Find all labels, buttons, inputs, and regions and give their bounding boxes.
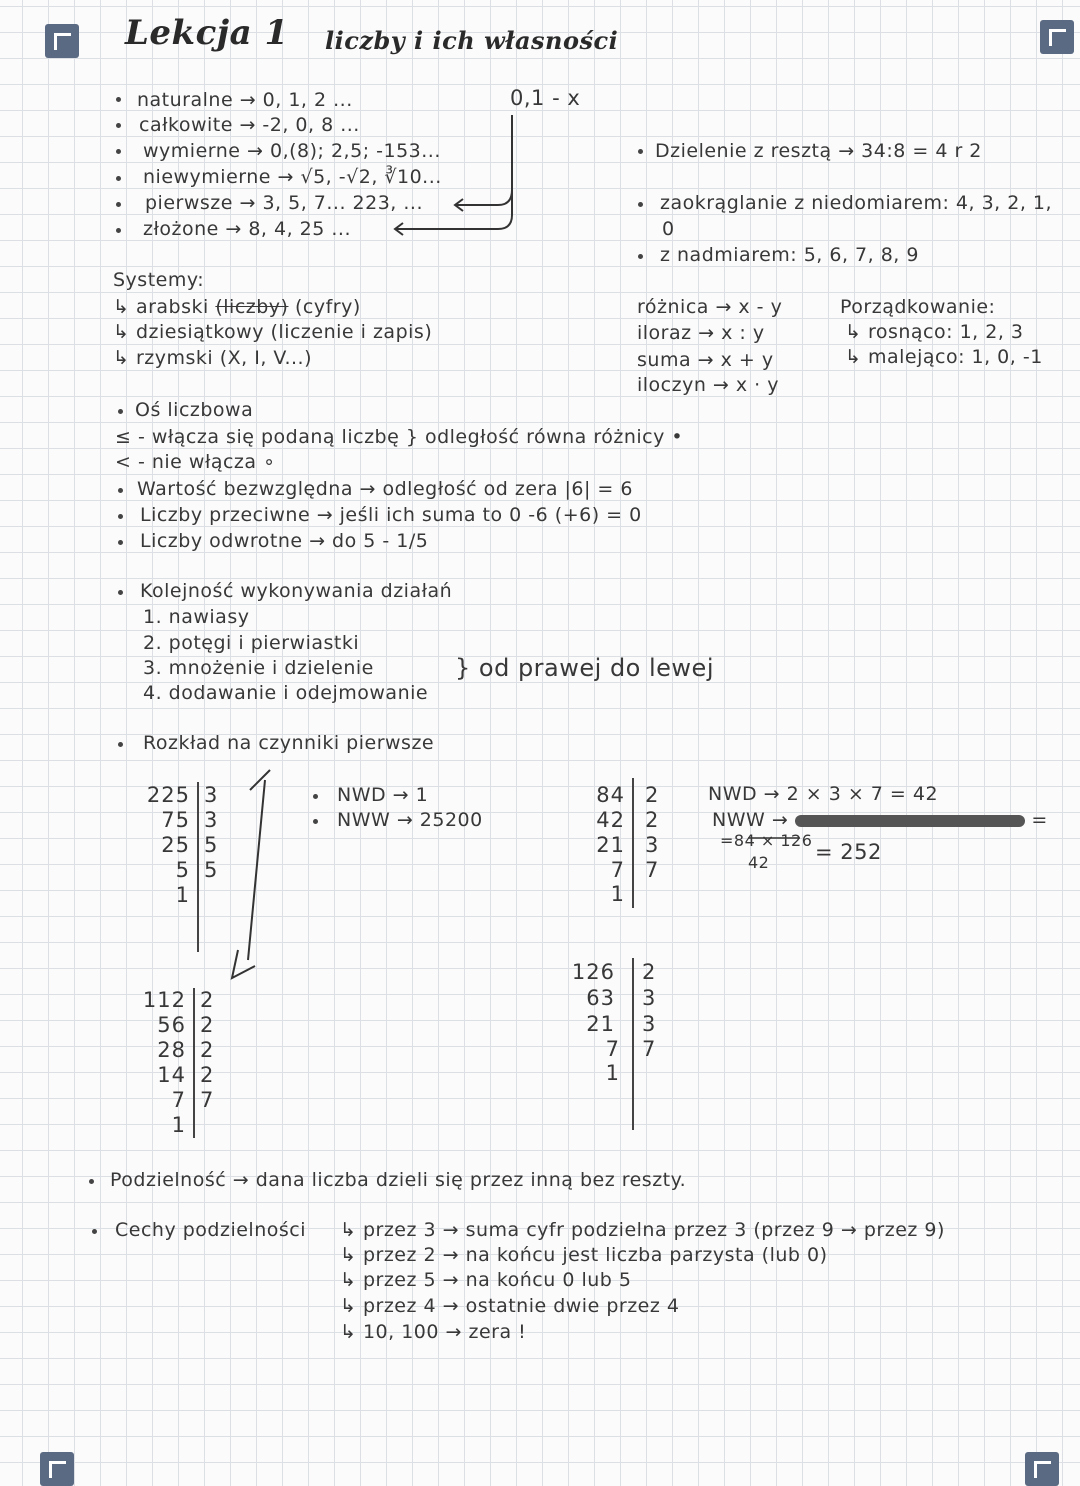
divisibility-heading: Cechy podzielności: [115, 1219, 306, 1241]
operation-item: iloczyn → x · y: [637, 374, 779, 396]
prime-factor: 2: [200, 1063, 214, 1087]
prime-factor: 3: [642, 986, 656, 1010]
prime-factor: 2: [645, 808, 659, 832]
ordering-item: ↳ malejąco: 1, 0, -1: [845, 346, 1043, 368]
operation-item: iloraz → x : y: [637, 322, 765, 344]
factor-dividend: 14: [157, 1063, 186, 1087]
property-item: Liczby przeciwne → jeśli ich suma to 0 -6 (+6) = 0: [140, 504, 642, 526]
nww-result-value: = 252: [815, 840, 882, 864]
factor-dividend: 112: [142, 988, 186, 1012]
prime-factor: 3: [204, 808, 218, 832]
prime-factor: 5: [204, 833, 218, 857]
systems-item: ↳ dziesiątkowy (liczenie i zapis): [113, 321, 433, 343]
prime-factor: 2: [200, 988, 214, 1012]
divisibility-rule: ↳ 10, 100 → zera !: [340, 1321, 527, 1343]
order-note: } od prawej do lewej: [455, 654, 714, 682]
nww-fraction-denominator: 42: [748, 853, 770, 872]
prime-factor: 7: [642, 1037, 656, 1061]
operation-item: suma → x + y: [637, 349, 774, 371]
scribbled-out-text: [795, 815, 1025, 827]
systems-heading: Systemy:: [113, 269, 205, 291]
nwd-result-2: NWD → 2 × 3 × 7 = 42: [708, 783, 939, 805]
factor-dividend: 25: [161, 833, 190, 857]
factor-dividend: 7: [605, 1037, 620, 1061]
factor-divider-line: [197, 782, 199, 952]
list-item: pierwsze → 3, 5, 7... 223, ...: [145, 192, 424, 214]
page-title: Lekcja 1: [125, 13, 289, 53]
factor-dividend: 1: [610, 882, 625, 906]
page-subtitle: liczby i ich własności: [325, 26, 619, 55]
factor-dividend: 56: [157, 1013, 186, 1037]
order-heading: Kolejność wykonywania działań: [140, 580, 453, 602]
factor-dividend: 1: [171, 1113, 186, 1137]
division-remainder: Dzielenie z resztą → 34:8 = 4 r 2: [655, 140, 982, 162]
bullet: [638, 149, 643, 154]
prime-factor: 7: [200, 1088, 214, 1112]
rounding-down: zaokrąglanie z niedomiarem: 4, 3, 2, 1,: [660, 192, 1053, 214]
bullet: [118, 409, 123, 414]
bullet: [118, 514, 123, 519]
divisibility-rule: ↳ przez 5 → na końcu 0 lub 5: [340, 1269, 632, 1291]
factor-divider-line: [632, 958, 634, 1130]
list-item: naturalne → 0, 1, 2 ...: [137, 89, 353, 111]
rounding-up: z nadmiarem: 5, 6, 7, 8, 9: [660, 244, 919, 266]
factor-dividend: 75: [161, 808, 190, 832]
prime-factor: 3: [642, 1012, 656, 1036]
order-step: 1. nawiasy: [143, 606, 250, 628]
number-line-rule: < - nie włącza ∘: [115, 451, 276, 473]
factor-divider-line: [632, 778, 634, 908]
property-item: Liczby odwrotne → do 5 - 1/5: [140, 530, 429, 552]
factor-dividend: 1: [175, 883, 190, 907]
factor-dividend: 21: [596, 833, 625, 857]
factor-dividend: 21: [586, 1012, 615, 1036]
factor-dividend: 63: [586, 986, 615, 1010]
list-item: całkowite → -2, 0, 8 ...: [139, 114, 360, 136]
bullet: [313, 819, 318, 824]
divisibility-rule: ↳ przez 3 → suma cyfr podzielna przez 3 (przez 9 → przez 9): [340, 1219, 945, 1241]
rounding-down-cont: 0: [662, 218, 675, 240]
prime-factor: 2: [642, 960, 656, 984]
number-line-rule: ≤ - włącza się podaną liczbę } odległość równa różnicy •: [115, 426, 684, 448]
factor-dividend: 42: [596, 808, 625, 832]
order-step: 3. mnożenie i dzielenie: [143, 657, 374, 679]
property-item: Wartość bezwzględna → odległość od zera |6| = 6: [137, 478, 633, 500]
bullet: [638, 254, 643, 259]
order-step: 2. potęgi i pierwiastki: [143, 632, 360, 654]
factor-dividend: 7: [171, 1088, 186, 1112]
prime-factor: 2: [645, 783, 659, 807]
list-item: wymierne → 0,(8); 2,5; -153...: [143, 140, 441, 162]
factorization-heading: Rozkład na czynniki pierwsze: [143, 732, 435, 754]
factor-dividend: 1: [605, 1061, 620, 1085]
bullet: [118, 742, 123, 747]
bullet: [313, 794, 318, 799]
number-line-heading: Oś liczbowa: [135, 399, 254, 421]
factor-divider-line: [193, 988, 195, 1138]
systems-item: ↳ rzymski (X, I, V...): [113, 347, 313, 369]
nwd-result-1: NWD → 1: [337, 784, 429, 806]
divisibility-rule: ↳ przez 2 → na końcu jest liczba parzysta (lub 0): [340, 1244, 828, 1266]
factor-dividend: 84: [596, 783, 625, 807]
list-item: złożone → 8, 4, 25 ...: [143, 218, 352, 240]
factor-dividend: 5: [175, 858, 190, 882]
factor-dividend: 126: [571, 960, 615, 984]
list-item: niewymierne → √5, -√2, ∛10...: [143, 166, 442, 188]
divisibility-definition: Podzielność → dana liczba dzieli się przez inną bez reszty.: [110, 1169, 687, 1191]
nww-fraction: =84 × 126: [720, 831, 813, 850]
prime-factor: 2: [200, 1038, 214, 1062]
bracket-note: 0,1 - x: [510, 86, 581, 110]
bullet: [118, 590, 123, 595]
order-step: 4. dodawanie i odejmowanie: [143, 682, 429, 704]
bullet: [92, 1229, 97, 1234]
factor-dividend: 225: [146, 783, 190, 807]
ordering-heading: Porządkowanie:: [840, 296, 996, 318]
divisibility-rule: ↳ przez 4 → ostatnie dwie przez 4: [340, 1295, 680, 1317]
operation-item: różnica → x - y: [637, 296, 783, 318]
prime-factor: 3: [645, 833, 659, 857]
prime-factor: 7: [645, 858, 659, 882]
nww-result-1: NWW → 25200: [337, 809, 483, 831]
systems-item: ↳ arabski (liczby) (cyfry): [113, 296, 361, 318]
bullet: [118, 540, 123, 545]
bullet: [638, 202, 643, 207]
ordering-item: ↳ rosnąco: 1, 2, 3: [845, 321, 1024, 343]
factor-dividend: 7: [610, 858, 625, 882]
prime-factor: 3: [204, 783, 218, 807]
prime-factor: 2: [200, 1013, 214, 1037]
nww-result-2: NWW → =: [712, 809, 1048, 831]
factor-dividend: 28: [157, 1038, 186, 1062]
bullet: [118, 488, 123, 493]
prime-factor: 5: [204, 858, 218, 882]
bullet: [89, 1179, 94, 1184]
